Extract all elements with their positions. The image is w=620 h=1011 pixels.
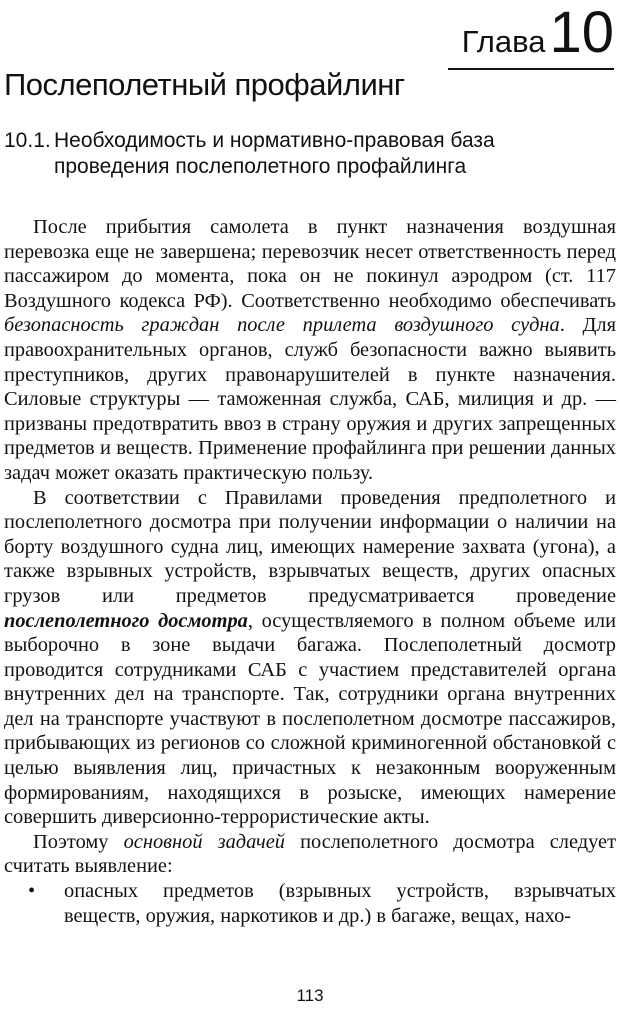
- emphasis-text: безопасность граждан после прилета воздушного судна: [4, 314, 560, 337]
- text-run: , осуществляемого в полном объеме или выборочно в зоне выдачи багажа. Послеполетный досмотр проводится сотрудниками САБ с участием представителей органа внутренних дел на транспорте. Так, сотрудники органа внутренних дел на транспорте участвуют в послеполетном досмотре пассажиров, прибывающих из регионов со сложной криминогенной обстановкой с целью выявления лиц, причастных к незаконным вооруженным формированиям, находящихся в розыске, имеющих намерение совершить диверсионно-террористические акты.: [4, 609, 616, 829]
- emphasis-text: послеполетного досмотра: [4, 609, 248, 632]
- emphasis-text: основной задачей: [123, 830, 285, 853]
- section-number: 10.1.: [4, 129, 51, 152]
- paragraph: [4, 486, 616, 830]
- bullet-icon: •: [28, 880, 36, 903]
- text-run: Поэтому: [33, 830, 124, 853]
- chapter-label: Глава: [461, 24, 546, 59]
- list-item-text: опасных предметов (взрывных устройств, взрывчатых веществ, оружия, наркотиков и др.) в багаже, вещах, нахо-: [64, 880, 616, 927]
- chapter-heading: [448, 0, 614, 70]
- chapter-number: 10: [549, 0, 614, 65]
- section-title: Необходимость и нормативно-правовая база проведения послеполетного профайлинга: [54, 129, 495, 178]
- text-run: . Для правоохранительных органов, служб безопасности важно выявить преступников, других правонарушителей в пункте назначения. Силовые структуры — таможенная служба, САБ, милиция и др. — призваны предотвратить ввоз в страну оружия и других запрещенных предметов и веществ. Применение профайлинга при решении данных задач может оказать практическую пользу.: [4, 314, 616, 484]
- bullet-list: [4, 879, 616, 928]
- paragraph: [4, 830, 616, 879]
- body-text: [4, 215, 616, 928]
- paragraph-list: [4, 215, 616, 879]
- section-heading: [4, 128, 590, 180]
- chapter-title: Послеполетный профайлинг: [4, 67, 405, 102]
- page-number: 113: [296, 986, 324, 1005]
- list-item: [4, 879, 616, 928]
- text-run: После прибытия самолета в пункт назначения воздушная перевозка еще не завершена; перевозчик несет ответственность перед пассажиром до момента, пока он не покинул аэродром (ст. 117 Воздушного кодекса РФ). Соответственно необходимо обеспечивать: [4, 216, 616, 312]
- text-run: послеполетного досмотра следует считать выявление:: [4, 830, 616, 878]
- paragraph: [4, 215, 616, 486]
- text-run: В соответствии с Правилами проведения предполетного и послеполетного досмотра при получении информации о наличии на борту воздушного судна лиц, имеющих намерение захвата (угона), а также взрывных устройств, взрывчатых веществ, других опасных грузов или предметов предусматривается проведение: [4, 486, 616, 607]
